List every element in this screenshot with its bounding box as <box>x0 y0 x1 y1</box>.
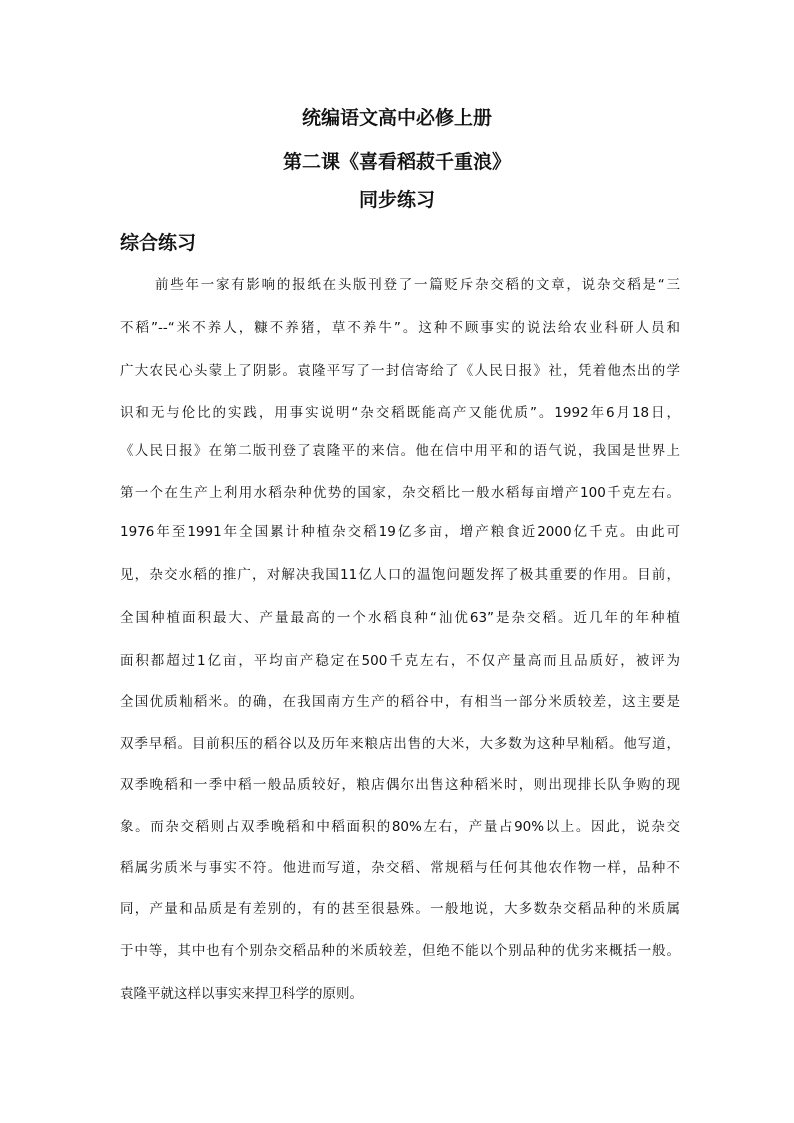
passage-line: 全国种植面积最大、产量最高的一个水稻良种“汕优63”是杂交稻。近几年的年种植 <box>120 610 680 626</box>
lesson-title: 第二课《喜看稻菽千重浪》 <box>282 151 511 173</box>
passage-line: 同，产量和品质是有差别的，有的甚至很悬殊。一般地说，大多数杂交稻品种的米质属 <box>120 901 680 917</box>
section-heading: 综合练习 <box>120 232 197 254</box>
passage-line: 第一个在生产上利用水稻杂种优势的国家，杂交稻比一般水稻每亩增产100千克左右。 <box>120 485 680 501</box>
passage-line: 象。而杂交稻则占双季晚稻和中稻面积的80%左右，产量占90%以上。因此，说杂交 <box>120 819 680 835</box>
passage-line: 前些年一家有影响的报纸在头版刊登了一篇贬斥杂交稻的文章，说杂交稻是“三 <box>155 277 680 293</box>
passage-line: 广大农民心头蒙上了阴影。袁隆平写了一封信寄给了《人民日报》社，凭着他杰出的学 <box>120 363 680 379</box>
passage-line: 1976年至1991年全国累计种植杂交稻19亿多亩，增产粮食近2000亿千克。由此可 <box>120 524 680 540</box>
passage-line: 双季晚稻和一季中稻一般品质较好，粮店偶尔出售这种稻米时，则出现排长队争购的现 <box>120 777 680 793</box>
passage-line: 于中等，其中也有个别杂交稻品种的米质较差，但绝不能以个别品种的优劣来概括一般。 <box>120 943 680 959</box>
passage-line: 面积都超过1亿亩，平均亩产稳定在500千克左右，不仅产量高而且品质好，被评为 <box>120 653 680 669</box>
passage-line: 《人民日报》在第二版刊登了袁隆平的来信。他在信中用平和的语气说，我国是世界上 <box>120 443 680 459</box>
document-title: 统编语文高中必修上册 <box>301 107 492 129</box>
passage-line: 双季早稻。目前积压的稻谷以及历年来粮店出售的大米，大多数为这种早籼稻。他写道， <box>120 736 680 752</box>
passage-line: 不稻”--“米不养人，糠不养猪，草不养牛”。这种不顾事实的说法给农业科研人员和 <box>120 320 680 336</box>
passage-line: 稻属劣质米与事实不符。他进而写道，杂交稻、常规稻与任何其他农作物一样，品种不 <box>120 860 680 876</box>
passage-line: 见，杂交水稻的推广，对解决我国11亿人口的温饱问题发挥了极其重要的作用。目前， <box>120 567 680 583</box>
passage-line: 全国优质籼稻米。的确，在我国南方生产的稻谷中，有相当一部分米质较差，这主要是 <box>120 694 680 710</box>
passage-line: 袁隆平就这样以事实来捍卫科学的原则。 <box>120 986 363 1002</box>
passage-line: 识和无与伦比的实践，用事实说明“杂交稻既能高产又能优质”。1992年6月18日， <box>120 405 680 421</box>
exercise-subtitle: 同步练习 <box>358 189 435 211</box>
